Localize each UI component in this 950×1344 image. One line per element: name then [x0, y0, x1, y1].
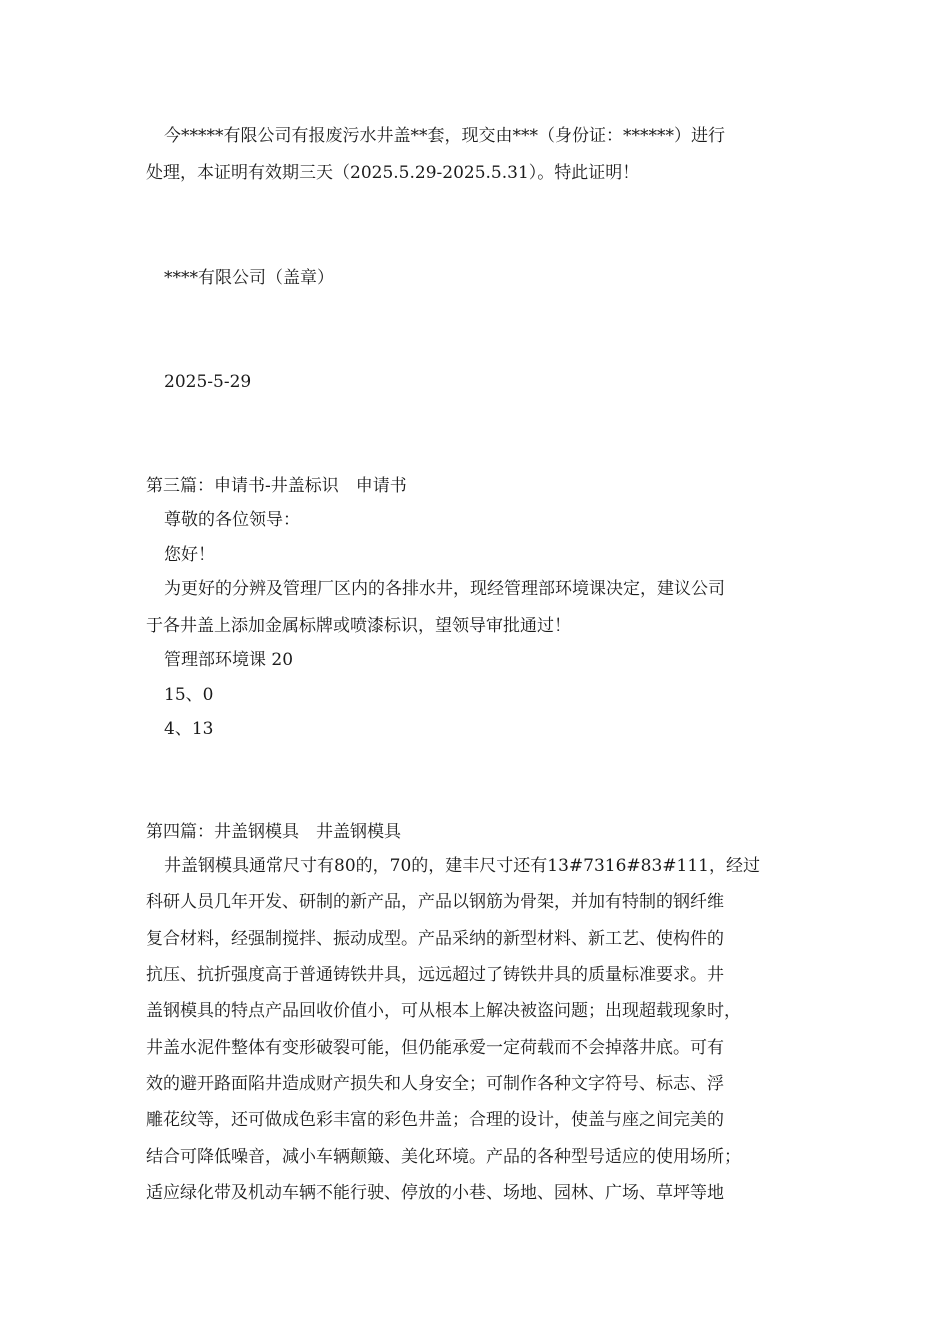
certificate-line-2: 处理，本证明有效期三天（2025.5.29-2025.5.31）。特此证明！	[146, 163, 640, 183]
section3-body-line-1: 为更好的分辨及管理厂区内的各排水井，现经管理部环境课决定，建议公司	[164, 579, 725, 599]
section3-sign-line-1: 管理部环境课 20	[164, 650, 294, 670]
certificate-date: 2025-5-29	[164, 372, 252, 392]
section3-heading: 第三篇：申请书-井盖标识 申请书	[146, 476, 407, 496]
section4-body-line-4: 抗压、抗折强度高于普通铸铁井具，远远超过了铸铁井具的质量标准要求。井	[146, 965, 724, 985]
section3-body-line-2: 于各井盖上添加金属标牌或喷漆标识，望领导审批通过！	[146, 616, 571, 636]
section3-greeting: 您好！	[164, 545, 215, 565]
section4-body-line-2: 科研人员几年开发、研制的新产品，产品以钢筋为骨架，并加有特制的钢纤维	[146, 892, 724, 912]
section3-sign-line-3: 4、13	[164, 719, 214, 739]
section4-body-line-8: 雕花纹等，还可做成色彩丰富的彩色井盖；合理的设计，使盖与座之间完美的	[146, 1110, 724, 1130]
section4-heading: 第四篇：井盖钢模具 井盖钢模具	[146, 822, 401, 842]
section3-salutation: 尊敬的各位领导：	[164, 510, 300, 530]
section4-body-line-1: 井盖钢模具通常尺寸有80的，70的，建丰尺寸还有13#7316#83#111，经过	[164, 856, 760, 876]
section3-sign-line-2: 15、0	[164, 685, 214, 705]
section4-body-line-6: 井盖水泥件整体有变形破裂可能，但仍能承爱一定荷载而不会掉落井底。可有	[146, 1038, 724, 1058]
certificate-line-1: 今*****有限公司有报废污水井盖**套，现交由***（身份证：******）进行	[164, 126, 725, 146]
section4-body-line-10: 适应绿化带及机动车辆不能行驶、停放的小巷、场地、园林、广场、草坪等地	[146, 1183, 724, 1203]
section4-body-line-5: 盖钢模具的特点产品回收价值小，可从根本上解决被盗问题；出现超载现象时，	[146, 1001, 741, 1021]
section4-body-line-7: 效的避开路面陷井造成财产损失和人身安全；可制作各种文字符号、标志、浮	[146, 1074, 724, 1094]
section4-body-line-3: 复合材料，经强制搅拌、振动成型。产品采纳的新型材料、新工艺、使构件的	[146, 929, 724, 949]
company-signature: ****有限公司（盖章）	[164, 268, 334, 288]
section4-body-line-9: 结合可降低噪音，减小车辆颠簸、美化环境。产品的各种型号适应的使用场所；	[146, 1147, 741, 1167]
